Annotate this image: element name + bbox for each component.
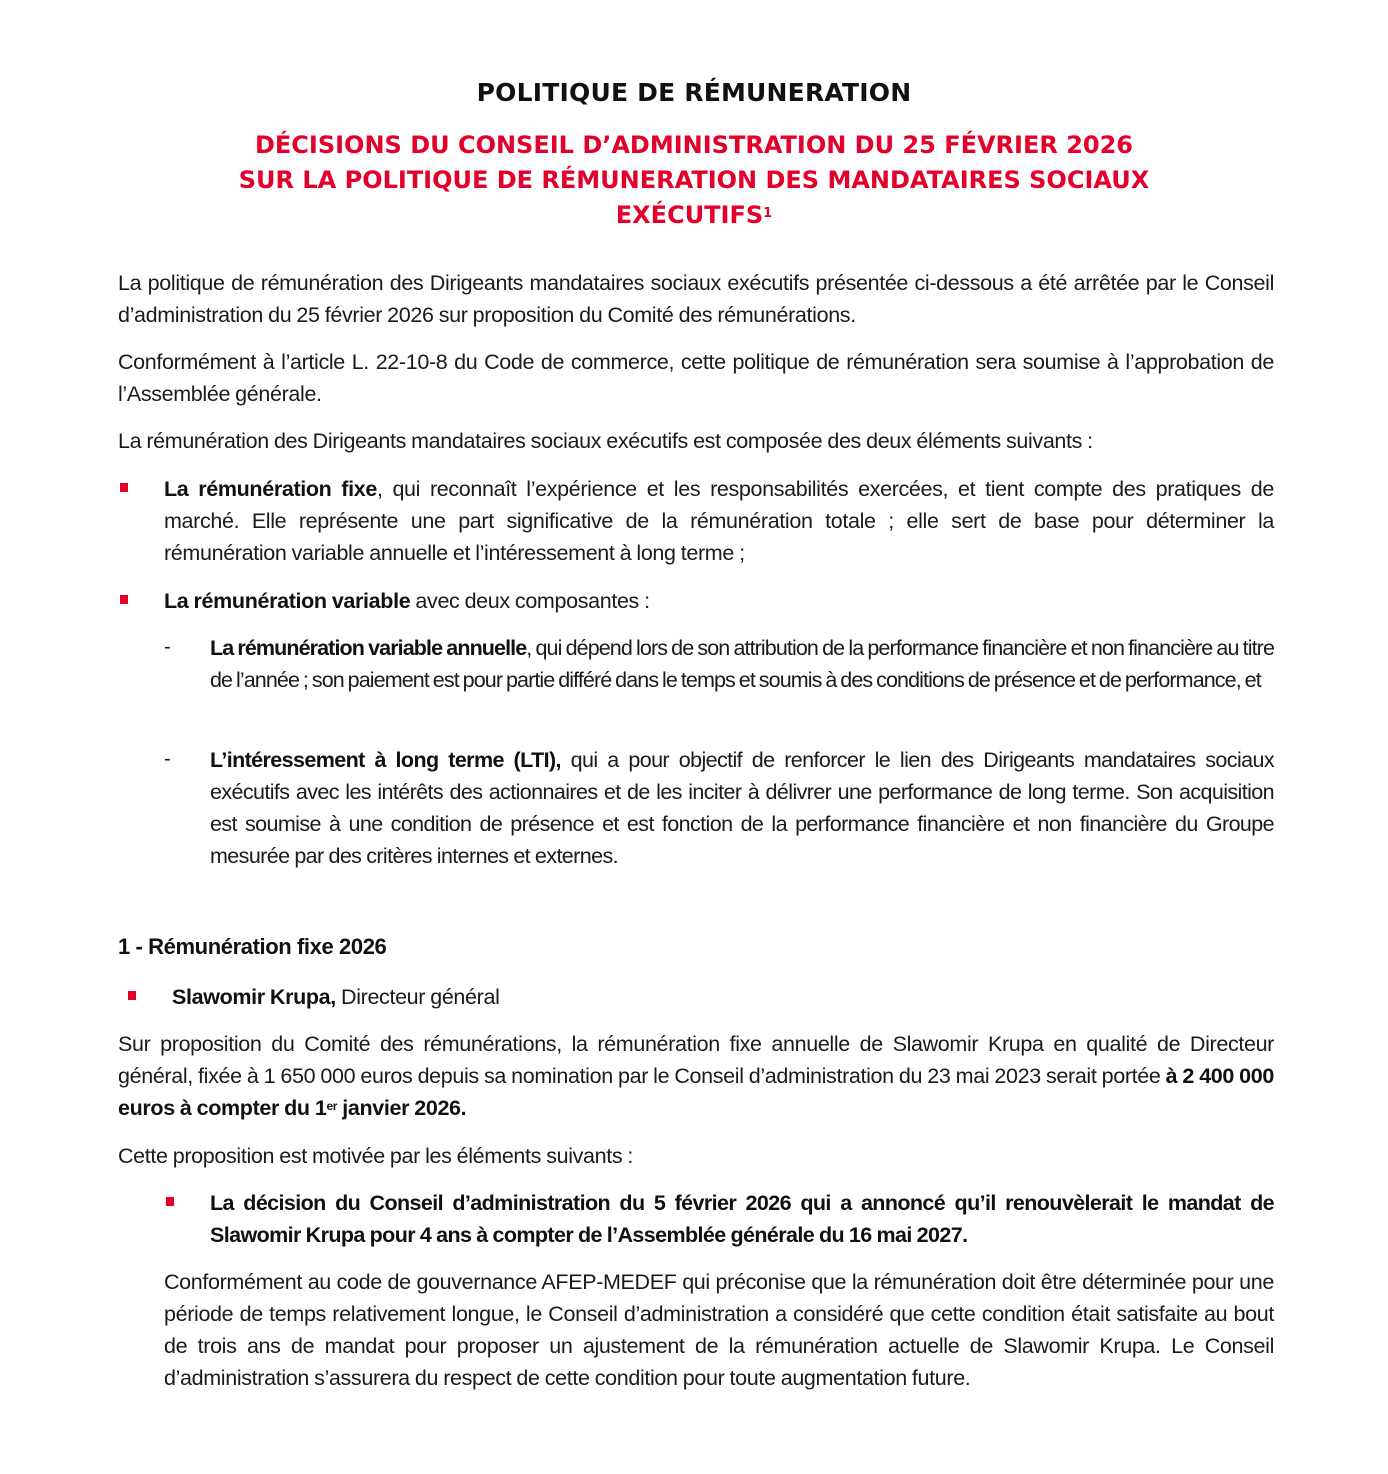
person-line	[172, 981, 1272, 1013]
reason-explanation	[164, 1266, 1274, 1394]
section1-p1-bold-b: janvier 2026.	[337, 1096, 467, 1120]
sub-item-lti	[210, 744, 1274, 872]
dash-bullet-icon: -	[164, 636, 171, 658]
reason-item	[210, 1187, 1274, 1251]
intro-paragraph-3	[118, 425, 1274, 457]
section1-p1-sup: er	[326, 1099, 338, 1113]
section1-paragraph-2	[118, 1140, 1274, 1172]
component-fixed-item	[164, 473, 1274, 569]
component-fixed-label: La rémunération fixe	[164, 477, 377, 501]
person-role: Directeur général	[335, 985, 500, 1009]
component-variable-item	[164, 585, 1274, 617]
footnote-marker[interactable]: 1	[763, 206, 773, 221]
section1-p1-bold-a: à 2 400 000 euros à compter du 1	[118, 1064, 1274, 1120]
subtitle-line-1: DÉCISIONS DU CONSEIL D’ADMINISTRATION DU 25 FÉVRIER 2026	[254, 131, 1133, 159]
section1-p1-text: Sur proposition du Comité des rémunérations, la rémunération fixe annuelle de Slawomir Krupa en qualité de Directeur général, fixée à 1 650 000 euros depuis sa nomination par le Conseil d’administration du 23 mai 2023 serait portée	[118, 1032, 1274, 1088]
section-heading-fixed-2026: 1 - Rémunération fixe 2026	[118, 934, 387, 959]
section1-paragraph-1	[118, 1028, 1274, 1124]
section1-p2-text: Cette proposition est motivée par les éléments suivants :	[118, 1144, 634, 1168]
red-square-bullet-icon	[166, 1197, 174, 1206]
sub-item-lti-text: qui a pour objectif de renforcer le lien des Dirigeants mandataires sociaux exécutifs avec les intérêts des actionnaires et de les inciter à délivrer une performance de long terme. Son acquisition est soumise à une condition de présence et est fonction de la performance financière et non financière du Groupe mesurée par des critères internes et externes.	[210, 748, 1274, 868]
document-title: POLITIQUE DE RÉMUNERATION	[476, 78, 912, 107]
intro-paragraph-2	[118, 346, 1274, 410]
component-variable-label: La rémunération variable	[164, 589, 411, 613]
sub-item-annual-variable	[210, 632, 1274, 696]
red-square-bullet-icon	[120, 483, 128, 492]
intro-p1-text: La politique de rémunération des Dirigeants mandataires sociaux exécutifs présentée ci-dessous a été arrêtée par le Conseil d’administration du 25 février 2026 sur proposition du Comité des rémunérations.	[118, 271, 1274, 327]
component-variable-text: avec deux composantes :	[410, 589, 650, 613]
intro-p3-text: La rémunération des Dirigeants mandataires sociaux exécutifs est composée des deux éléments suivants :	[118, 429, 1093, 453]
intro-paragraph-1	[118, 267, 1274, 331]
component-fixed-text: , qui reconnaît l’expérience et les responsabilités exercées, et tient compte des pratiques de marché. Elle représente une part significative de la rémunération totale ; elle sert de base pour déterminer la rémunération variable annuelle et l’intéressement à long terme ;	[164, 477, 1274, 565]
subtitle-line-2: SUR LA POLITIQUE DE RÉMUNERATION DES MANDATAIRES SOCIAUX	[238, 166, 1150, 194]
reason-bold-text: La décision du Conseil d’administration du 5 février 2026 qui a annoncé qu’il renouvèlerait le mandat de Slawomir Krupa pour 4 ans à compter de l’Assemblée générale du 16 mai 2027.	[210, 1191, 1274, 1247]
sub-item-lti-label: L’intéressement à long terme (LTI),	[210, 748, 561, 772]
red-square-bullet-icon	[120, 595, 128, 604]
person-name: Slawomir Krupa,	[172, 985, 336, 1009]
intro-p2-text: Conformément à l’article L. 22-10-8 du Code de commerce, cette politique de rémunération sera soumise à l’approbation de l’Assemblée générale.	[118, 350, 1274, 406]
sub-item-annual-variable-text: , qui dépend lors de son attribution de la performance financière et non financière au titre de l’année ; son paiement est pour partie différé dans le temps et soumis à des conditions de présence et de performance, et	[210, 636, 1274, 692]
subtitle-line-3	[0, 198, 1388, 233]
sub-item-annual-variable-label: La rémunération variable annuelle	[210, 636, 527, 660]
red-square-bullet-icon	[128, 991, 136, 1000]
dash-bullet-icon: -	[164, 748, 171, 770]
reason-explanation-text: Conformément au code de gouvernance AFEP-MEDEF qui préconise que la rémunération doit être déterminée pour une période de temps relativement longue, le Conseil d’administration a considéré que cette condition était satisfaite au bout de trois ans de mandat pour proposer un ajustement de la rémunération actuelle de Slawomir Krupa. Le Conseil d’administration s’assurera du respect de cette condition pour toute augmentation future.	[164, 1270, 1274, 1390]
document-subtitle	[0, 128, 1388, 233]
subtitle-line-3-text: EXÉCUTIFS	[615, 201, 764, 229]
